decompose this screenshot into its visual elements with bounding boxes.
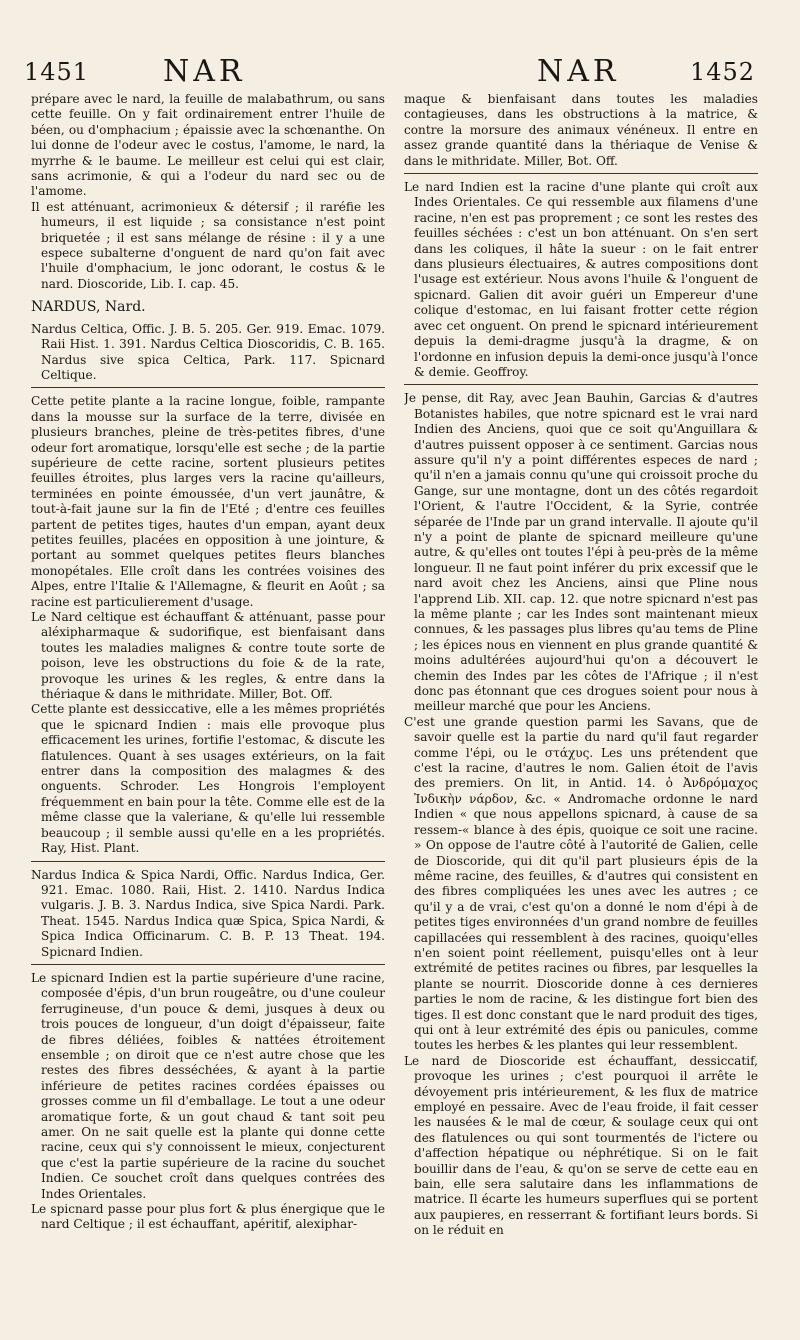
divider: [404, 173, 758, 174]
page-number-right: 1452: [690, 58, 756, 86]
paragraph: Le nard de Dioscoride est échauffant, dessiccatif, provoque les urines ; c'est pourquoi il arrête le dévoyement pris intérieurement, & les flux de matrice employé en pessaire. Avec de l'eau froide, il fait cesser les nausées & le mal de cœur, & soulage ceux qui ont des flatulences ou qui sont tourmentés de l'ictere ou d'affection hépatique ou néphrétique. Si on le fait bouillir dans de l'eau, & qu'on se serve de cette eau en bain, elle sera salutaire dans les inflammations de matrice. Il écarte les humeurs superflues qui se portent aux paupieres, en resserrant & fortifiant leurs bords. Si on le réduit en: [404, 1053, 758, 1238]
paragraph: C'est une grande question parmi les Savans, que de savoir quelle est la partie du nard qu'il faut regarder comme l'épi, ou le στάχυς. Les uns prétendent que c'est la racine, d'autres le nom. Galien étoit de l'avis des premiers. On lit, in Antid. 14. ὁ Ἀνδρόμαχος Ἰνδικὴν νάρδον, &c. « Andromache ordonne le nard Indien « que nous appellons spicnard, à cause de sa ressem-« blance à des épis, quoique ce soit une racine. » On oppose de l'autre côté à l'autorité de Galien, celle de Dioscoride, qui dit qu'il part plusieurs épis de la même racine, des feuilles, & d'autres qui consistent en des fibres compliquées les unes avec les autres ; ce qu'il y a de vrai, c'est qu'on a donné le nom d'épi à de petites tiges environnées d'un grand nombre de feuilles capillacées qui ressemblent à des racines, quoiqu'elles n'en soient point réellement, puisqu'elles ont à leur extrémité de petites racines ou fibres, par lesquelles la plante se nourrit. Dioscoride donne à ces dernieres parties le nom de racine, & les distingue fort bien des tiges. Il est donc constant que le nard produit des tiges, qui ont à leur extrémité des épis ou panicules, comme toutes les herbes & les plantes qui leur ressemblent.: [404, 714, 758, 1053]
paragraph: Le spicnard passe pour plus fort & plus énergique que le nard Celtique ; il est échauffant, apéritif, alexiphar-: [31, 1202, 385, 1232]
headword-right: NAR: [537, 54, 620, 89]
paragraph: Cette petite plante a la racine longue, foible, rampante dans la mousse sur la surface de la terre, divisée en plusieurs branches, pleine de très-petites fibres, d'une odeur fort aromatique, lorsqu'elle est seche ; de la partie supérieure de cette racine, sortent plusieurs petites feuilles étroites, plus larges vers la racine qu'ailleurs, terminées en pointe émoussée, d'un vert jaunâtre, & tout-à-fait jaune sur la fin de l'Eté ; d'entre ces feuilles partent de petites tiges, hautes d'un empan, ayant deux petites feuilles, placées en opposition à une jointure, & portant au sommet quelques petites fleurs blanches monopétales. Elle croît dans les contrées voisines des Alpes, entre l'Italie & l'Allemagne, & fleurit en Août ; sa racine est particulierement d'usage.: [31, 394, 385, 609]
left-column: [31, 92, 385, 1332]
synonymy: Nardus Celtica, Offic. J. B. 5. 205. Ger. 919. Emac. 1079. Raii Hist. 1. 391. Nardus Celtica Dioscoridis, C. B. 165. Nardus sive spica Celtica, Park. 117. Spicnard Celtique.: [31, 321, 385, 382]
paragraph: Le spicnard Indien est la partie supérieure d'une racine, composée d'épis, d'un brun rougeâtre, ou d'une couleur ferrugineuse, d'un pouce & demi, jusques à deux ou trois pouces de longueur, d'un doigt d'épaisseur, faite de fibres déliées, foibles & nattées étroitement ensemble ; on diroit que ce n'est autre chose que les restes des fibres desséchées, & ayant à la partie inférieure de petites racines cordées épaisses ou grosses comme un fil d'emballage. Le tout a une odeur aromatique forte, & un gout chaud & tant soit peu amer. On ne sait quelle est la plante qui donne cette racine, ceux qui s'y connoissent le mieux, conjecturent que c'est la partie supérieure de la racine du souchet Indien. Ce souchet croît dans quelques contrées des Indes Orientales.: [31, 970, 385, 1201]
divider: [31, 861, 385, 862]
paragraph: Il est atténuant, acrimonieux & détersif ; il raréfie les humeurs, il est liquide ; sa consistance n'est point briquetée ; il est sans mélange de résine : il y a une espece subalterne d'onguent de nard qu'on fait avec l'huile d'omphacium, le jonc odorant, le costus & le nard. Dioscoride, Lib. I. cap. 45.: [31, 199, 385, 291]
paragraph: Cette plante est dessiccative, elle a les mêmes propriétés que le spicnard Indien : mais elle provoque plus efficacement les urines, fortifie l'estomac, & discute les flatulences. Quant à ses usages extérieurs, on la fait entrer dans la composition des malagmes & des onguents. Schroder. Les Hongrois l'employent fréquemment en bain pour la tête. Comme elle est de la même classe que la valeriane, & qu'elle lui ressemble beaucoup ; il semble aussi qu'elle en a les propriétés. Ray, Hist. Plant.: [31, 702, 385, 856]
divider: [404, 384, 758, 385]
paragraph: Le nard Indien est la racine d'une plante qui croît aux Indes Orientales. Ce qui ressemble aux filamens d'une racine, n'en est pas proprement ; ce sont les restes des feuilles séchées : c'est un bon atténuant. On s'en sert dans les coliques, il hâte la sueur : on le fait entrer dans plusieurs électuaires, & autres compositions dont l'usage est extérieur. Nous avons l'huile & l'onguent de spicnard. Galien dit avoir guéri un Empereur d'une colique d'estomac, en lui faisant frotter cette région avec cet onguent. On prend le spicnard intérieurement depuis la demi-dragme jusqu'à la dragme, & on l'ordonne en infusion depuis la demi-once jusqu'à l'once & demie. Geoffroy.: [404, 180, 758, 379]
divider: [31, 387, 385, 388]
running-head: [0, 50, 800, 94]
paragraph: Le Nard celtique est échauffant & atténuant, passe pour aléxipharmaque & sudorifique, est bienfaisant dans toutes les maladies malignes & contre toute sorte de poison, leve les obstructions du foie & de la rate, provoque les urines & les regles, & entre dans la thériaque & dans le mithridate. Miller, Bot. Off.: [31, 610, 385, 702]
divider: [31, 964, 385, 965]
paragraph: Je pense, dit Ray, avec Jean Bauhin, Garcias & d'autres Botanistes habiles, que notre spicnard est le vrai nard Indien des Anciens, quoi que ce soit qu'Anguillara & d'autres puissent opposer à ce sentiment. Garcias nous assure qu'il n'y a point différentes especes de nard ; qu'il n'en a jamais connu qu'une qui croissoit proche du Gange, sur une montagne, dont un des côtés regardoit l'Orient, & l'autre l'Occident, & la Syrie, contrée séparée de l'Inde par un grand intervalle. Il ajoute qu'il n'y a point de plante de spicnard meilleure qu'une autre, & qu'elles ont toutes l'épi à peu-près de la même longueur. Il ne faut point inférer du prix excessif que le nard avoit chez les Anciens, ainsi que Pline nous l'apprend Lib. XII. cap. 12. que notre spicnard n'est pas la même plante ; car les Indes sont maintenant mieux connues, & les passages plus libres qu'au tems de Pline ; les épices nous en viennent en plus grande quantité & moins adultérées aujourd'hui qu'on a découvert le chemin des Indes par les côtes de l'Afrique ; il n'est donc pas étonnant que ces drogues soient pour nous à meilleur marché que pour les Anciens.: [404, 391, 758, 714]
right-column: [404, 92, 758, 1332]
page-number-left: 1451: [24, 58, 90, 86]
synonymy: Nardus Indica & Spica Nardi, Offic. Nardus Indica, Ger. 921. Emac. 1080. Raii, Hist. 2. 1410. Nardus Indica vulgaris. J. B. 3. Nardus Indica, sive Spica Nardi. Park. Theat. 1545. Nardus Indica quæ Spica, Spica Nardi, & Spica Indica Officinarum. C. B. P. 13 Theat. 194. Spicnard Indien.: [31, 867, 385, 959]
paragraph: prépare avec le nard, la feuille de malabathrum, ou sans cette feuille. On y fait ordinairement entrer l'huile de béen, ou d'omphacium ; épaissie avec la schœnanthe. On lui donne de l'odeur avec le costus, l'amome, le nard, la myrrhe & le baume. Le meilleur est celui qui est clair, sans acrimonie, & qui a l'odeur du nard sec ou de l'amome.: [31, 92, 385, 199]
paragraph: maque & bienfaisant dans toutes les maladies contagieuses, dans les obstructions à la matrice, & contre la morsure des animaux vénéneux. Il entre en assez grande quantité dans la thériaque de Venise & dans le mithridate. Miller, Bot. Off.: [404, 92, 758, 168]
headword-left: NAR: [163, 54, 246, 89]
entry-heading: NARDUS, Nard.: [31, 299, 146, 316]
